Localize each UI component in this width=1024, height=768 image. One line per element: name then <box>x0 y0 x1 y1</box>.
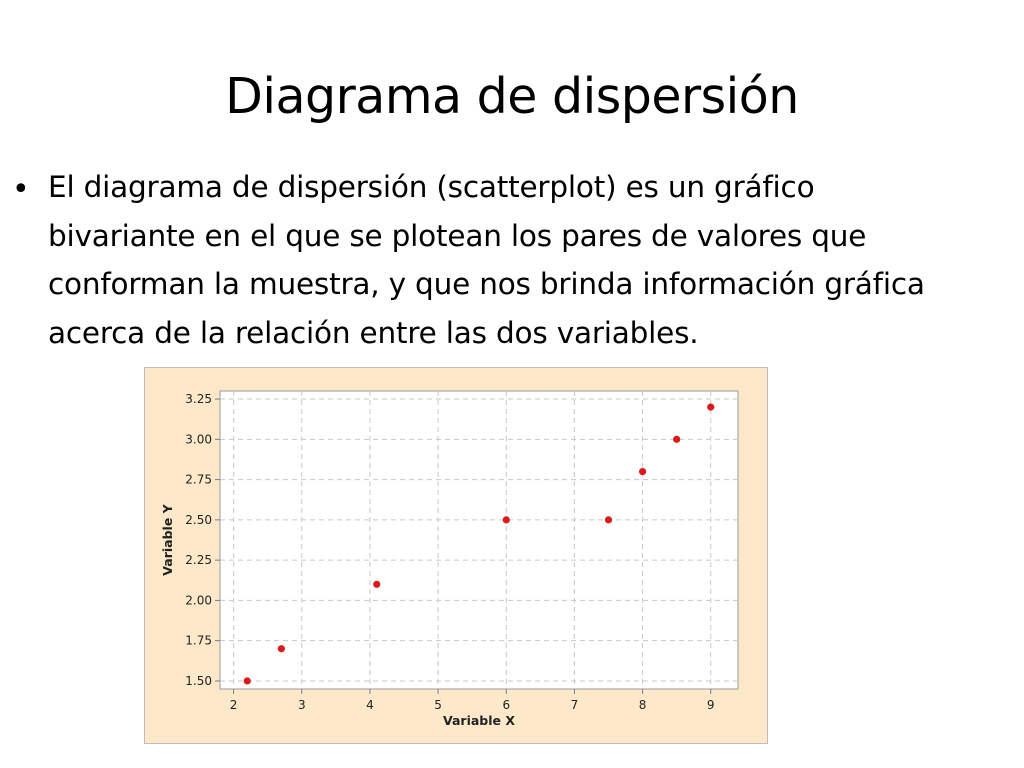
x-tick-label: 8 <box>638 698 647 712</box>
bullet-text: El diagrama de dispersión (scatterplot) es un gráfico bivariante en el que se plotean los pares de valores que conforman la muestra, y que nos brinda información gráfica acerca de la relación entre las dos variables. <box>48 170 925 350</box>
x-tick-label: 3 <box>297 698 306 712</box>
x-tick-label: 6 <box>502 698 511 712</box>
y-tick-label: 1.50 <box>185 673 212 688</box>
data-point <box>373 581 380 588</box>
data-point <box>244 677 251 684</box>
y-tick-label: 2.50 <box>185 512 212 527</box>
y-tick-label: 2.00 <box>185 593 212 608</box>
scatter-chart <box>144 367 768 744</box>
x-tick-label: 5 <box>434 698 442 712</box>
y-tick-label: 2.75 <box>185 472 212 487</box>
x-axis-title: Variable X <box>442 713 516 728</box>
y-tick-label: 1.75 <box>185 633 212 648</box>
slide-title: Diagrama de dispersión <box>225 68 799 125</box>
data-point <box>605 516 612 523</box>
data-point <box>503 516 510 523</box>
y-axis-title: Variable Y <box>160 504 175 576</box>
x-tick-label: 9 <box>706 698 715 712</box>
y-tick-label: 3.25 <box>185 392 212 407</box>
data-point <box>707 404 714 411</box>
bullet-marker: • <box>12 172 30 207</box>
x-tick-label: 2 <box>229 698 238 712</box>
data-point <box>673 436 680 443</box>
scatter-chart-svg <box>144 367 768 744</box>
y-tick-label: 2.25 <box>185 553 212 568</box>
x-tick-label: 7 <box>570 698 579 712</box>
x-tick-label: 4 <box>366 698 374 712</box>
plot-area <box>220 391 738 689</box>
data-point <box>639 468 646 475</box>
y-tick-label: 3.00 <box>185 432 212 447</box>
data-point <box>278 645 285 652</box>
